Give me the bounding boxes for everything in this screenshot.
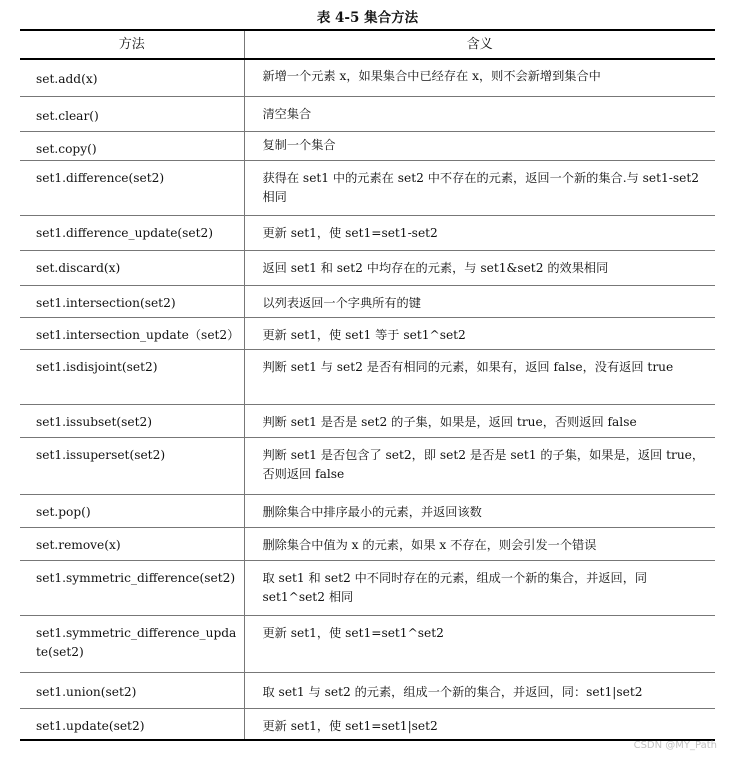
table-row <box>20 708 715 740</box>
meaning-cell: 新增一个元素 x，如果集合中已经存在 x，则不会新增到集合中 <box>244 59 715 96</box>
table-row <box>20 560 715 615</box>
method-cell: set1.intersection_update（set2） <box>20 317 244 349</box>
meaning-cell: 更新 set1，使 set1=set1|set2 <box>244 708 715 740</box>
meaning-cell: 获得在 set1 中的元素在 set2 中不存在的元素，返回一个新的集合.与 set1-set2 相同 <box>244 160 715 215</box>
meaning-cell: 清空集合 <box>244 96 715 131</box>
watermark: CSDN @MY_Path <box>633 740 717 751</box>
header-meaning: 含义 <box>466 37 493 52</box>
method-cell: set.remove(x) <box>20 527 244 560</box>
method-cell: set.add(x) <box>20 59 244 96</box>
table-row <box>20 404 715 437</box>
method-cell: set1.intersection(set2) <box>20 285 244 317</box>
table-row <box>20 349 715 404</box>
method-cell: set.copy() <box>20 131 244 160</box>
method-cell: set1.update(set2) <box>20 708 244 740</box>
meaning-cell: 返回 set1 和 set2 中均存在的元素，与 set1&set2 的效果相同 <box>244 250 715 285</box>
method-cell: set1.difference_update(set2) <box>20 215 244 250</box>
table-row <box>20 59 715 96</box>
table-caption: 表 4-5 集合方法 <box>316 10 419 26</box>
method-cell: set1.issuperset(set2) <box>20 437 244 494</box>
meaning-cell: 判断 set1 是否是 set2 的子集，如果是，返回 true，否则返回 false <box>244 404 715 437</box>
table-row <box>20 672 715 708</box>
meaning-cell: 判断 set1 与 set2 是否有相同的元素，如果有，返回 false，没有返回 true <box>244 349 715 404</box>
meaning-cell: 判断 set1 是否包含了 set2，即 set2 是否是 set1 的子集，如果是，返回 true，否则返回 false <box>244 437 715 494</box>
table-row <box>20 160 715 215</box>
meaning-cell: 更新 set1，使 set1=set1^set2 <box>244 615 715 672</box>
meaning-cell: 复制一个集合 <box>244 131 715 160</box>
method-cell: set.clear() <box>20 96 244 131</box>
method-cell: set1.union(set2) <box>20 672 244 708</box>
meaning-cell: 以列表返回一个字典所有的键 <box>244 285 715 317</box>
header-method: 方法 <box>20 30 244 59</box>
table-row <box>20 215 715 250</box>
meaning-cell: 删除集合中值为 x 的元素，如果 x 不存在，则会引发一个错误 <box>244 527 715 560</box>
table-row <box>20 317 715 349</box>
table-row <box>20 250 715 285</box>
table-row <box>20 285 715 317</box>
table-header-row <box>20 30 715 59</box>
table-row <box>20 131 715 160</box>
table-row <box>20 437 715 494</box>
meaning-cell: 更新 set1，使 set1 等于 set1^set2 <box>244 317 715 349</box>
method-cell: set.pop() <box>20 494 244 527</box>
meaning-cell: 取 set1 和 set2 中不同时存在的元素，组成一个新的集合，并返回，同 set1^set2 相同 <box>244 560 715 615</box>
method-cell: set1.symmetric_difference(set2) <box>20 560 244 615</box>
table-row <box>20 494 715 527</box>
set-methods-table <box>20 29 715 741</box>
method-cell: set1.difference(set2) <box>20 160 244 215</box>
table-row <box>20 527 715 560</box>
meaning-cell: 更新 set1，使 set1=set1-set2 <box>244 215 715 250</box>
meaning-cell: 取 set1 与 set2 的元素，组成一个新的集合，并返回，同：set1|set2 <box>244 672 715 708</box>
method-cell: set1.symmetric_difference_update(set2) <box>20 615 244 672</box>
table-row <box>20 96 715 131</box>
method-cell: set1.issubset(set2) <box>20 404 244 437</box>
method-cell: set.discard(x) <box>20 250 244 285</box>
method-cell: set1.isdisjoint(set2) <box>20 349 244 404</box>
meaning-cell: 删除集合中排序最小的元素，并返回该数 <box>244 494 715 527</box>
table-row <box>20 615 715 672</box>
